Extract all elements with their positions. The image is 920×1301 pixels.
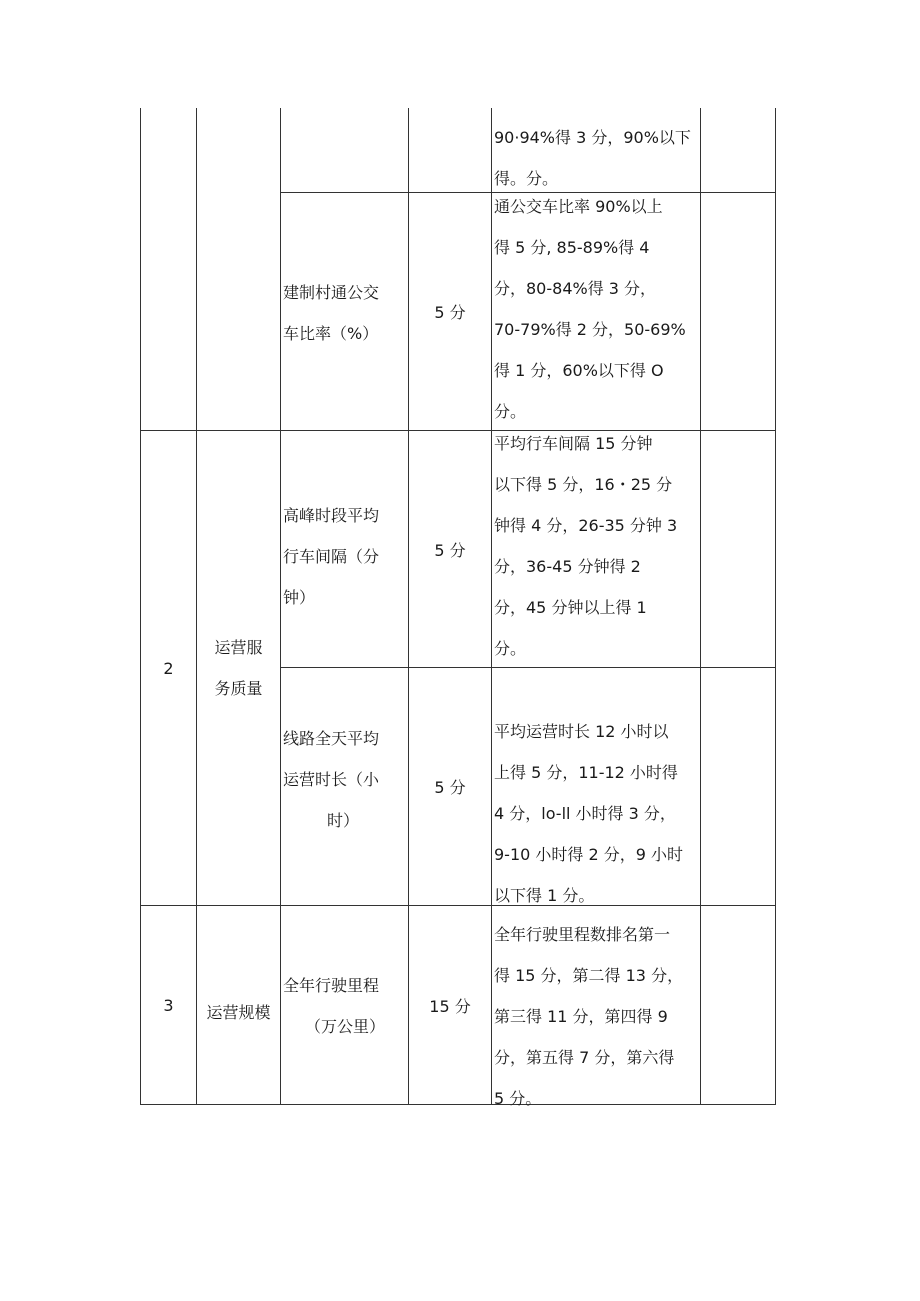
table-border-right bbox=[775, 108, 776, 1105]
row-number-cell: 2 bbox=[163, 658, 174, 678]
item-name-cell: 线路全天平均 运营时长（小 时） bbox=[283, 729, 380, 830]
score-cell: 5 分 bbox=[434, 540, 466, 560]
score-cell: 5 分 bbox=[434, 303, 466, 322]
criteria-cell: 90·94%得 3 分，90%以下 得。分。 bbox=[494, 128, 691, 188]
item-name-cell: 全年行驶里程 （万公里） bbox=[283, 976, 386, 1036]
criteria-cell: 通公交车比率 90%以上 得 5 分, 85-89%得 4 分，80-84%得 3 分， 70-79%得 2 分，50-69% 得 1 分，60%以下得 O 分。 bbox=[494, 197, 686, 421]
score-cell: 15 分 bbox=[429, 996, 471, 1016]
score-cell: 5 分 bbox=[434, 778, 466, 797]
category-cell: 运营规模 bbox=[206, 1002, 271, 1022]
item-name-cell: 建制村通公交 车比率（%） bbox=[283, 283, 380, 343]
criteria-cell: 平均行车间隔 15 分钟 以下得 5 分，16・25 分 钟得 4 分，26-35 分钟 3 分，36-45 分钟得 2 分，45 分钟以上得 1 分。 bbox=[494, 434, 678, 658]
item-name-cell: 高峰时段平均 行车间隔（分 钟） bbox=[283, 506, 380, 607]
scoring-table bbox=[140, 108, 776, 1108]
category-cell: 运营服 务质量 bbox=[214, 638, 263, 698]
criteria-cell: 平均运营时长 12 小时以 上得 5 分，11-12 小时得 4 分，lo-ll 小时得 3 分， 9-10 小时得 2 分，9 小时 以下得 1 分。 bbox=[494, 722, 684, 905]
row-number-cell: 3 bbox=[163, 995, 174, 1015]
criteria-cell: 全年行驶里程数排名第一 得 15 分，第二得 13 分， 第三得 11 分，第四得 9 分，第五得 7 分，第六得 5 分。 bbox=[494, 925, 684, 1108]
